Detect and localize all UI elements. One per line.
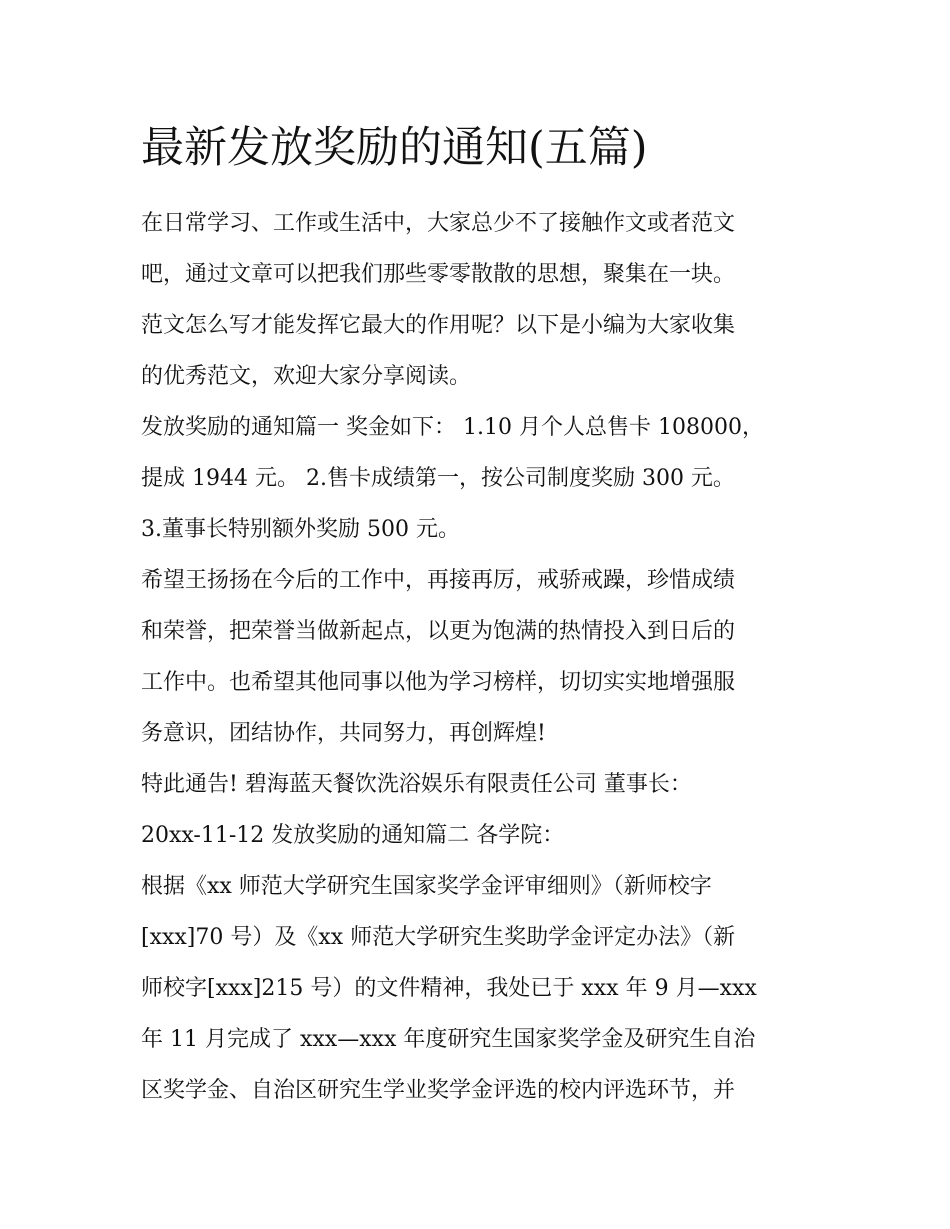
body-line: 3.董事长特别额外奖励 500 元。 — [141, 517, 460, 542]
body-line: 吧，通过文章可以把我们那些零零散散的思想，聚集在一块。 — [141, 262, 736, 287]
body-line: 年 11 月完成了 xxx—xxx 年度研究生国家奖学金及研究生自治 — [141, 1027, 756, 1052]
body-line: 区奖学金、自治区研究生学业奖学金评选的校内评选环节，并 — [141, 1078, 736, 1103]
body-line: 和荣誉，把荣誉当做新起点，以更为饱满的热情投入到日后的 — [141, 619, 736, 644]
body-line: 师校字[xxx]215 号）的文件精神，我处已于 xxx 年 9 月—xxx — [141, 976, 757, 1001]
body-line: 工作中。也希望其他同事以他为学习榜样，切切实实地增强服 — [141, 670, 736, 695]
body-line: 提成 1944 元。 2.售卡成绩第一，按公司制度奖励 300 元。 — [141, 466, 735, 491]
body-line: 20xx-11-12 发放奖励的通知篇二 各学院： — [141, 823, 565, 848]
body-line: 希望王扬扬在今后的工作中，再接再厉，戒骄戒躁，珍惜成绩 — [141, 568, 736, 593]
document-title: 最新发放奖励的通知(五篇) — [141, 123, 648, 173]
body-line: 特此通告! 碧海蓝天餐饮洗浴娱乐有限责任公司 董事长： — [141, 772, 692, 797]
body-line: [xxx]70 号）及《xx 师范大学研究生奖助学金评定办法》（新 — [141, 925, 736, 950]
body-line: 根据《xx 师范大学研究生国家奖学金评审细则》（新师校字 — [141, 874, 712, 899]
body-line: 范文怎么写才能发挥它最大的作用呢？以下是小编为大家收集 — [141, 313, 736, 338]
body-line: 发放奖励的通知篇一 奖金如下： 1.10 月个人总售卡 108000， — [141, 415, 764, 440]
body-line: 的优秀范文，欢迎大家分享阅读。 — [141, 364, 472, 389]
body-line: 务意识，团结协作，共同努力，再创辉煌! — [141, 721, 546, 746]
body-line: 在日常学习、工作或生活中，大家总少不了接触作文或者范文 — [141, 211, 736, 236]
document-body — [141, 198, 813, 1116]
